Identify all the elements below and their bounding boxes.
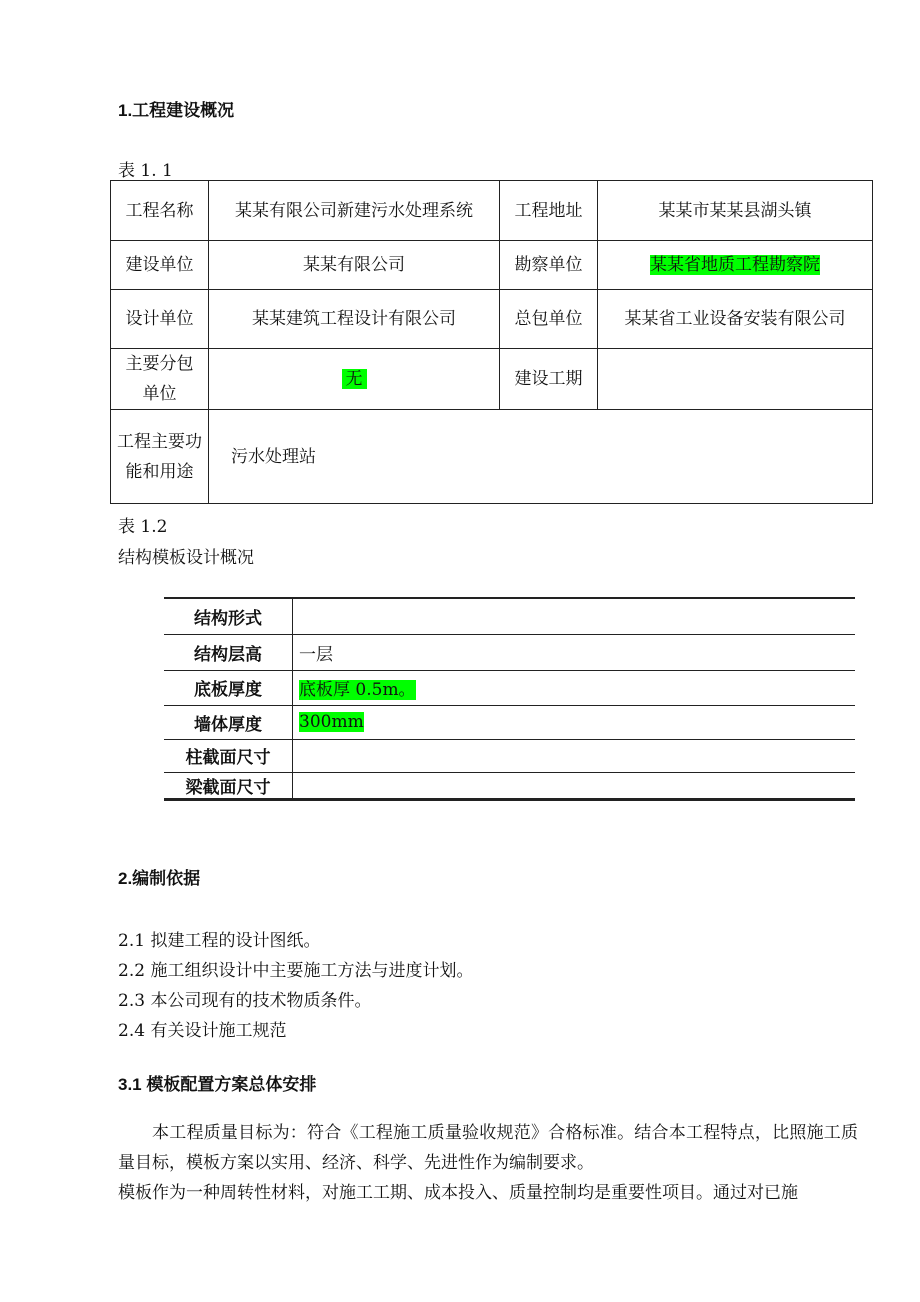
list-item: 2.1 拟建工程的设计图纸。	[118, 931, 321, 951]
formwork-design-table	[164, 597, 855, 801]
cell: 设计单位	[111, 290, 209, 349]
table-row	[111, 241, 873, 290]
section-3-1-heading: 3.1 模板配置方案总体安排	[118, 1075, 317, 1094]
section-2-heading: 2.编制依据	[118, 869, 201, 888]
cell	[598, 241, 873, 290]
table-row	[164, 772, 855, 799]
cell	[293, 739, 856, 772]
cell: 工程名称	[111, 181, 209, 241]
cell: 墙体厚度	[164, 705, 293, 739]
cell: 底板厚度	[164, 670, 293, 705]
cell: 某某市某某县湖头镇	[598, 181, 873, 241]
table-1-2-title: 结构模板设计概况	[118, 548, 254, 568]
cell	[293, 705, 856, 739]
table-row	[164, 670, 855, 705]
cell	[293, 670, 856, 705]
cell: 梁截面尺寸	[164, 772, 293, 799]
cell: 某某省工业设备安装有限公司	[598, 290, 873, 349]
cell: 总包单位	[500, 290, 598, 349]
cell	[598, 349, 873, 410]
list-item: 2.3 本公司现有的技术物质条件。	[118, 991, 372, 1011]
table-row	[111, 349, 873, 410]
highlighted-text: 300mm	[299, 712, 364, 732]
list-item: 2.4 有关设计施工规范	[118, 1021, 287, 1041]
cell	[293, 772, 856, 799]
list-item: 2.2 施工组织设计中主要施工方法与进度计划。	[118, 961, 474, 981]
project-overview-table	[110, 180, 873, 504]
cell: 结构形式	[164, 598, 293, 634]
highlighted-text: 无	[342, 369, 367, 389]
table-row	[111, 181, 873, 241]
cell: 某某建筑工程设计有限公司	[209, 290, 500, 349]
cell: 某某有限公司新建污水处理系统	[209, 181, 500, 241]
paragraph: 本工程质量目标为：符合《工程施工质量验收规范》合格标准。结合本工程特点，比照施工质量目标，模板方案以实用、经济、科学、先进性作为编制要求。	[118, 1123, 858, 1173]
paragraph: 模板作为一种周转性材料，对施工工期、成本投入、质量控制均是重要性项目。通过对已施	[118, 1183, 798, 1203]
table-1-2-label: 表 1.2	[118, 517, 168, 537]
table-row	[164, 634, 855, 670]
cell: 柱截面尺寸	[164, 739, 293, 772]
cell: 主要分包单位	[111, 349, 209, 410]
cell: 一层	[293, 634, 856, 670]
table-row	[111, 410, 873, 504]
table-row	[164, 705, 855, 739]
table-1-1-label: 表 1. 1	[118, 161, 173, 181]
cell: 某某有限公司	[209, 241, 500, 290]
highlighted-text: 某某省地质工程勘察院	[650, 255, 820, 275]
highlighted-text: 底板厚 0.5m。	[299, 680, 416, 700]
table-row	[111, 290, 873, 349]
table-row	[164, 598, 855, 634]
cell: 工程主要功能和用途	[111, 410, 209, 504]
cell	[293, 598, 856, 634]
cell: 工程地址	[500, 181, 598, 241]
cell: 建设单位	[111, 241, 209, 290]
table-row	[164, 739, 855, 772]
cell: 结构层高	[164, 634, 293, 670]
cell	[209, 349, 500, 410]
section-1-heading: 1.工程建设概况	[118, 101, 235, 120]
cell: 勘察单位	[500, 241, 598, 290]
cell: 建设工期	[500, 349, 598, 410]
cell: 污水处理站	[209, 410, 873, 504]
